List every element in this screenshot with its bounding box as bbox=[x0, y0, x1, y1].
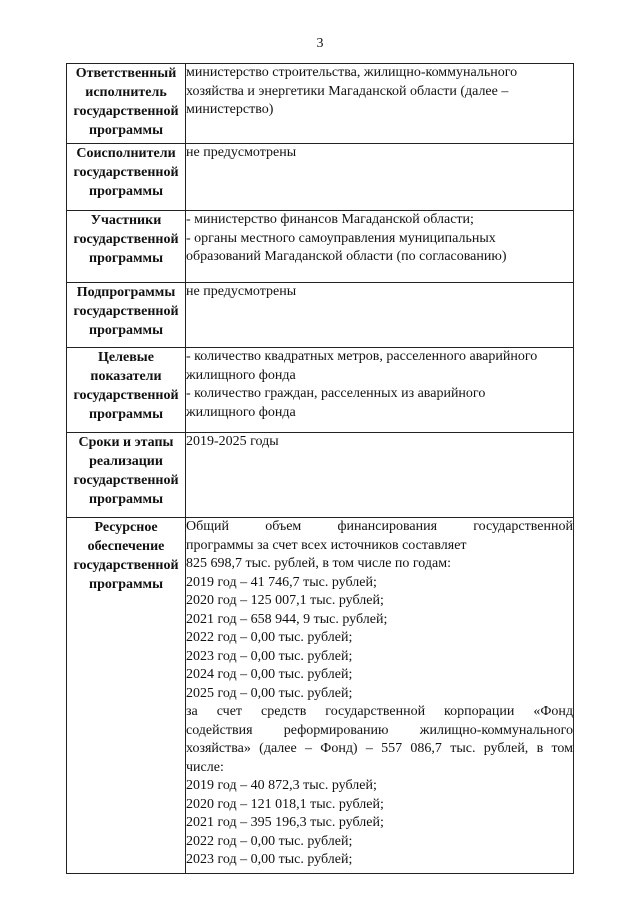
value-line: - министерство финансов Магаданской области; bbox=[186, 212, 474, 227]
label-line: Подпрограммы bbox=[76, 285, 176, 300]
value-line: за счет средств государственной корпорации «Фонд bbox=[186, 704, 573, 719]
label-line: государственной bbox=[73, 104, 179, 119]
value-line: министерство) bbox=[186, 102, 274, 117]
value-line: 2019 год – 40 872,3 тыс. рублей; bbox=[186, 778, 377, 793]
label-line: Ресурсное bbox=[94, 520, 158, 535]
value-line: Общий объем финансирования государственной bbox=[186, 519, 573, 534]
value-target-indicators bbox=[186, 348, 574, 433]
label-line: Целевые bbox=[98, 350, 154, 365]
label-line: программы bbox=[89, 577, 163, 592]
value-participants bbox=[186, 211, 574, 283]
value-line: 2021 год – 395 196,3 тыс. рублей; bbox=[186, 815, 384, 830]
label-line: Участники bbox=[90, 213, 162, 228]
label-line: программы bbox=[89, 407, 163, 422]
value-co-executors bbox=[186, 144, 574, 211]
program-passport-table bbox=[66, 63, 574, 874]
label-line: программы bbox=[89, 251, 163, 266]
label-line: программы bbox=[89, 492, 163, 507]
label-line: показатели bbox=[90, 369, 162, 384]
label-line: государственной bbox=[73, 232, 179, 247]
value-line: 2020 год – 125 007,1 тыс. рублей; bbox=[186, 593, 384, 608]
value-responsible-executor bbox=[186, 64, 574, 144]
label-line: программы bbox=[89, 323, 163, 338]
label-line: Ответственный bbox=[75, 66, 177, 81]
value-line: 2022 год – 0,00 тыс. рублей; bbox=[186, 630, 353, 645]
value-line: 2022 год – 0,00 тыс. рублей; bbox=[186, 833, 353, 849]
value-line: 825 698,7 тыс. рублей, в том числе по годам: bbox=[186, 556, 451, 571]
row-subprograms bbox=[67, 283, 574, 348]
label-line: программы bbox=[89, 184, 163, 199]
row-terms-stages bbox=[67, 433, 574, 518]
value-line: не предусмотрены bbox=[186, 284, 297, 299]
label-line: государственной bbox=[73, 388, 179, 403]
label-subprograms bbox=[67, 283, 186, 348]
value-line: жилищного фонда bbox=[186, 367, 296, 383]
value-line: 2023 год – 0,00 тыс. рублей; bbox=[186, 852, 353, 867]
value-line: 2023 год – 0,00 тыс. рублей; bbox=[186, 648, 353, 664]
value-line: 2020 год – 121 018,1 тыс. рублей; bbox=[186, 796, 384, 812]
value-line: содействия реформированию жилищно-коммунального bbox=[186, 722, 573, 738]
label-line: программы bbox=[89, 123, 163, 138]
label-target-indicators bbox=[67, 348, 186, 433]
value-line: 2019-2025 годы bbox=[186, 434, 279, 449]
value-line: жилищного фонда bbox=[186, 404, 296, 420]
label-line: государственной bbox=[73, 165, 179, 180]
row-resource-support bbox=[67, 518, 574, 874]
page-number: 3 bbox=[316, 36, 324, 51]
label-line: государственной bbox=[73, 473, 179, 488]
value-line: 2024 год – 0,00 тыс. рублей; bbox=[186, 667, 353, 682]
label-line: исполнитель bbox=[85, 85, 167, 100]
value-line: образований Магаданской области (по согласованию) bbox=[186, 249, 507, 264]
value-line: 2025 год – 0,00 тыс. рублей; bbox=[186, 685, 353, 701]
value-line: - количество граждан, расселенных из аварийного bbox=[186, 386, 486, 401]
value-line: программы за счет всех источников составляет bbox=[186, 537, 467, 553]
label-responsible-executor bbox=[67, 64, 186, 144]
label-line: обеспечение bbox=[87, 539, 165, 554]
value-resource-support bbox=[186, 518, 574, 874]
label-line: государственной bbox=[73, 304, 179, 319]
value-line: хозяйства» (далее – Фонд) – 557 086,7 тыс. рублей, в том bbox=[186, 741, 573, 756]
row-responsible-executor bbox=[67, 64, 574, 144]
row-participants bbox=[67, 211, 574, 283]
value-line: хозяйства и энергетики Магаданской области (далее – bbox=[186, 83, 509, 99]
value-line: 2021 год – 658 944, 9 тыс. рублей; bbox=[186, 611, 388, 627]
value-line: 2019 год – 41 746,7 тыс. рублей; bbox=[186, 574, 377, 590]
row-co-executors bbox=[67, 144, 574, 211]
value-terms-stages bbox=[186, 433, 574, 518]
value-line: не предусмотрены bbox=[186, 145, 297, 160]
label-participants bbox=[67, 211, 186, 283]
label-terms-stages bbox=[67, 433, 186, 518]
label-resource-support bbox=[67, 518, 186, 874]
label-co-executors bbox=[67, 144, 186, 211]
value-line: - органы местного самоуправления муниципальных bbox=[186, 230, 496, 246]
label-line: реализации bbox=[89, 454, 163, 469]
row-target-indicators bbox=[67, 348, 574, 433]
label-line: государственной bbox=[73, 558, 179, 573]
value-line: - количество квадратных метров, расселенного аварийного bbox=[186, 349, 538, 364]
label-line: Сроки и этапы bbox=[78, 435, 174, 450]
value-subprograms bbox=[186, 283, 574, 348]
value-line: министерство строительства, жилищно-коммунального bbox=[186, 65, 518, 80]
value-line: числе: bbox=[186, 759, 224, 775]
label-line: Соисполнители bbox=[76, 146, 176, 161]
